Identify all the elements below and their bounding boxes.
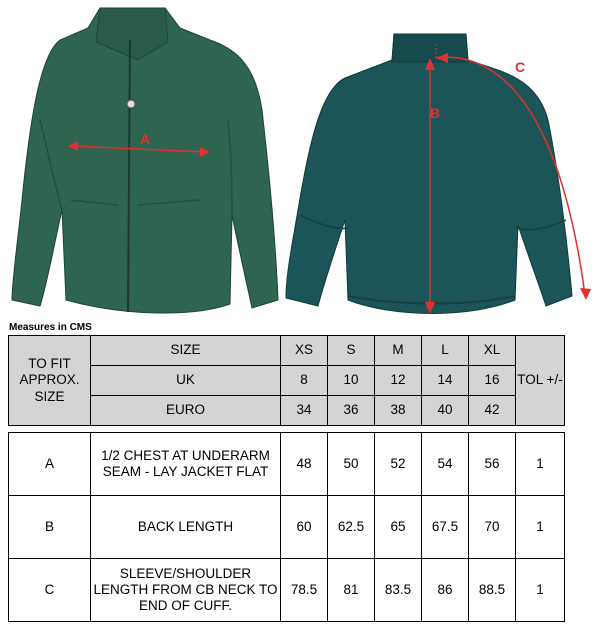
euro-xl: 42 [469, 396, 516, 426]
row-value: 50 [328, 433, 375, 496]
row-value: 52 [375, 433, 422, 496]
euro-label: EURO [91, 396, 281, 426]
units-caption: Measures in CMS [9, 322, 92, 333]
uk-l: 14 [422, 366, 469, 396]
row-tol: 1 [516, 559, 565, 622]
row-value: 88.5 [469, 559, 516, 622]
row-key: A [9, 433, 91, 496]
row-value: 65 [375, 496, 422, 559]
uk-m: 12 [375, 366, 422, 396]
fit-label: TO FIT APPROX. SIZE [9, 336, 91, 426]
table-row [9, 559, 565, 622]
row-value: 48 [281, 433, 328, 496]
size-l: L [422, 336, 469, 366]
uk-s: 10 [328, 366, 375, 396]
size-xl: XL [469, 336, 516, 366]
euro-row [9, 396, 565, 426]
uk-xs: 8 [281, 366, 328, 396]
row-key: C [9, 559, 91, 622]
row-value: 54 [422, 433, 469, 496]
row-value: 56 [469, 433, 516, 496]
row-tol: 1 [516, 433, 565, 496]
size-m: M [375, 336, 422, 366]
back-jacket-image [286, 34, 572, 314]
label-a: A [140, 131, 151, 147]
table-gap [9, 426, 565, 433]
size-chart-table [8, 335, 565, 622]
row-desc: SLEEVE/SHOULDER LENGTH FROM CB NECK TO END OF CUFF. [91, 559, 281, 622]
table-row [9, 433, 565, 496]
uk-label: UK [91, 366, 281, 396]
label-b: B [430, 105, 441, 121]
uk-xl: 16 [469, 366, 516, 396]
table-row [9, 496, 565, 559]
row-value: 60 [281, 496, 328, 559]
euro-l: 40 [422, 396, 469, 426]
euro-s: 36 [328, 396, 375, 426]
uk-row [9, 366, 565, 396]
row-value: 83.5 [375, 559, 422, 622]
row-value: 81 [328, 559, 375, 622]
label-c: C [515, 59, 526, 75]
row-value: 67.5 [422, 496, 469, 559]
size-header-row [9, 336, 565, 366]
row-value: 78.5 [281, 559, 328, 622]
row-desc: BACK LENGTH [91, 496, 281, 559]
row-value: 86 [422, 559, 469, 622]
row-desc: 1/2 CHEST AT UNDERARM SEAM - LAY JACKET FLAT [91, 433, 281, 496]
euro-m: 38 [375, 396, 422, 426]
row-key: B [9, 496, 91, 559]
front-jacket-image [12, 8, 278, 313]
size-s: S [328, 336, 375, 366]
size-label: SIZE [91, 336, 281, 366]
row-value: 70 [469, 496, 516, 559]
row-tol: 1 [516, 496, 565, 559]
size-xs: XS [281, 336, 328, 366]
row-value: 62.5 [328, 496, 375, 559]
tol-label: TOL +/- [516, 336, 565, 426]
euro-xs: 34 [281, 396, 328, 426]
